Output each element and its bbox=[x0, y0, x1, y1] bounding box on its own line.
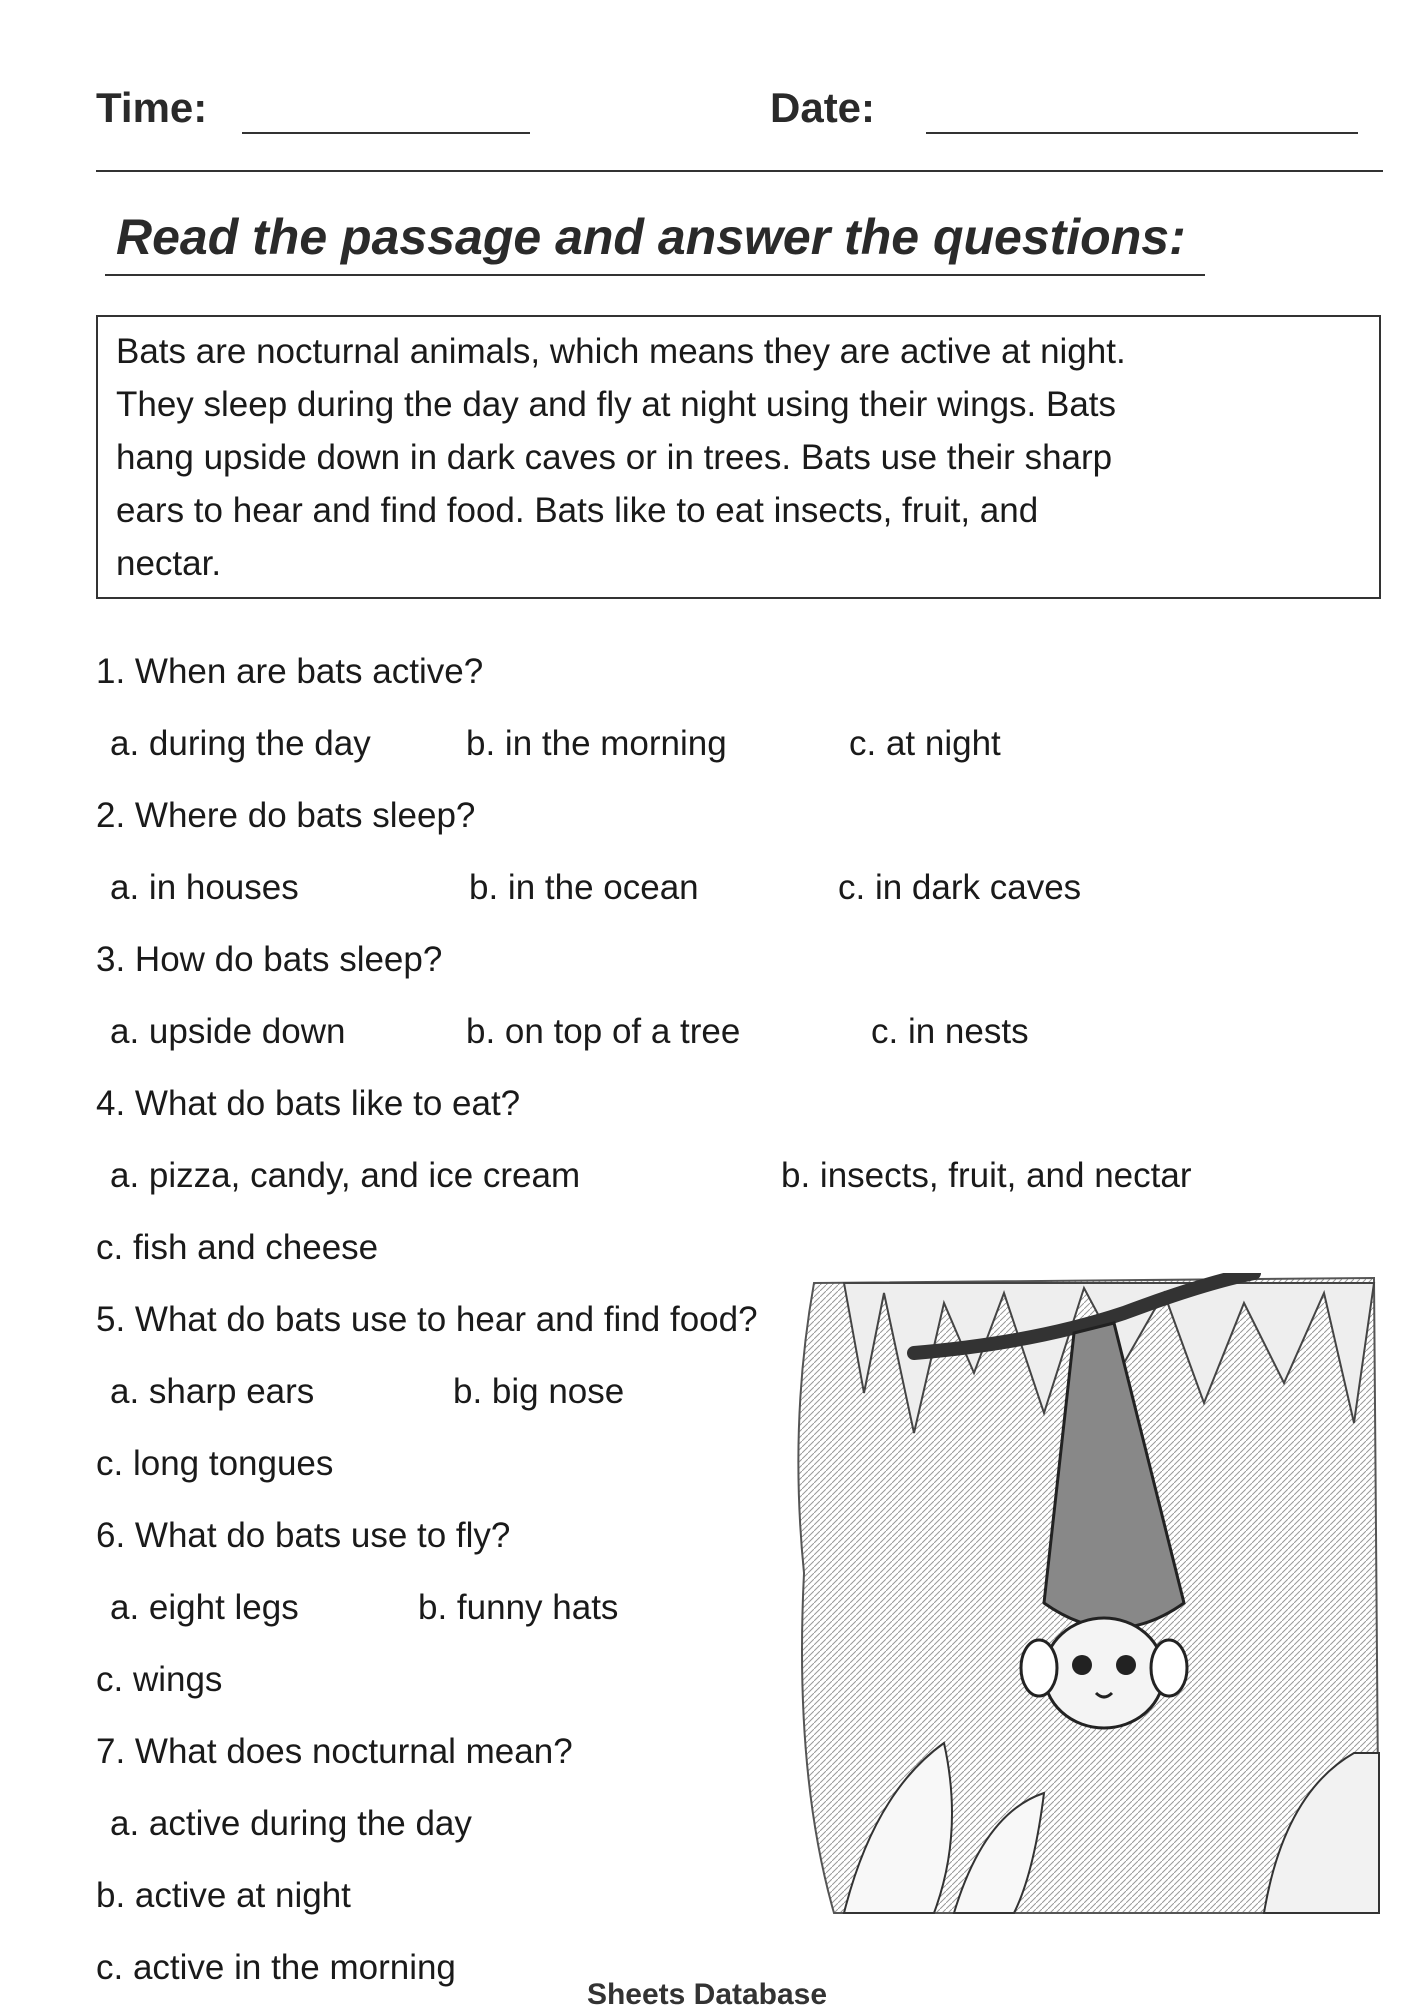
q1-option-c[interactable]: c. at night bbox=[849, 724, 1001, 763]
q1-option-b[interactable]: b. in the morning bbox=[466, 724, 727, 763]
q2-option-c[interactable]: c. in dark caves bbox=[838, 868, 1082, 907]
date-label: Date: bbox=[770, 84, 876, 131]
q5-option-b[interactable]: b. big nose bbox=[453, 1372, 625, 1411]
bat-cave-illustration bbox=[784, 1273, 1384, 1916]
bat-ear-right bbox=[1151, 1640, 1187, 1696]
q3-option-b[interactable]: b. on top of a tree bbox=[466, 1012, 741, 1051]
question-4: 4. What do bats like to eat? bbox=[96, 1084, 521, 1123]
q4-option-c[interactable]: c. fish and cheese bbox=[96, 1228, 379, 1267]
date-input-line[interactable] bbox=[926, 132, 1358, 134]
passage-line: hang upside down in dark caves or in trees. Bats use their sharp bbox=[116, 438, 1113, 477]
question-3: 3. How do bats sleep? bbox=[96, 940, 443, 979]
q2-option-a[interactable]: a. in houses bbox=[110, 868, 299, 907]
instructions-title: Read the passage and answer the questions: bbox=[116, 209, 1186, 265]
q7-option-c[interactable]: c. active in the morning bbox=[96, 1948, 456, 1987]
q7-option-b[interactable]: b. active at night bbox=[96, 1876, 351, 1915]
q5-option-c[interactable]: c. long tongues bbox=[96, 1444, 334, 1483]
q4-option-b[interactable]: b. insects, fruit, and nectar bbox=[781, 1156, 1192, 1195]
question-7: 7. What does nocturnal mean? bbox=[96, 1732, 573, 1771]
bat-eye-right bbox=[1116, 1655, 1136, 1675]
q6-option-a[interactable]: a. eight legs bbox=[110, 1588, 299, 1627]
time-label: Time: bbox=[96, 84, 208, 131]
footer-brand: Sheets Database bbox=[586, 1978, 828, 2011]
header-divider bbox=[96, 170, 1383, 172]
q3-option-c[interactable]: c. in nests bbox=[871, 1012, 1029, 1051]
q3-option-a[interactable]: a. upside down bbox=[110, 1012, 346, 1051]
title-underline bbox=[105, 274, 1205, 276]
question-6: 6. What do bats use to fly? bbox=[96, 1516, 511, 1555]
passage-line: Bats are nocturnal animals, which means they are active at night. bbox=[116, 332, 1126, 371]
passage-box bbox=[96, 315, 1381, 599]
q2-option-b[interactable]: b. in the ocean bbox=[469, 868, 699, 907]
q6-option-b[interactable]: b. funny hats bbox=[418, 1588, 619, 1627]
bat-eye-left bbox=[1072, 1655, 1092, 1675]
passage-line: They sleep during the day and fly at night using their wings. Bats bbox=[116, 385, 1117, 424]
bat-head bbox=[1044, 1618, 1164, 1728]
q4-option-a[interactable]: a. pizza, candy, and ice cream bbox=[110, 1156, 581, 1195]
q5-option-a[interactable]: a. sharp ears bbox=[110, 1372, 315, 1411]
time-input-line[interactable] bbox=[242, 132, 530, 134]
q7-option-a[interactable]: a. active during the day bbox=[110, 1804, 472, 1843]
question-2: 2. Where do bats sleep? bbox=[96, 796, 476, 835]
bat-ear-left bbox=[1021, 1640, 1057, 1696]
q6-option-c[interactable]: c. wings bbox=[96, 1660, 223, 1699]
q1-option-a[interactable]: a. during the day bbox=[110, 724, 371, 763]
question-1: 1. When are bats active? bbox=[96, 652, 484, 691]
passage-line: nectar. bbox=[116, 544, 222, 583]
passage-line: ears to hear and find food. Bats like to eat insects, fruit, and bbox=[116, 491, 1039, 530]
question-5: 5. What do bats use to hear and find food? bbox=[96, 1300, 758, 1339]
